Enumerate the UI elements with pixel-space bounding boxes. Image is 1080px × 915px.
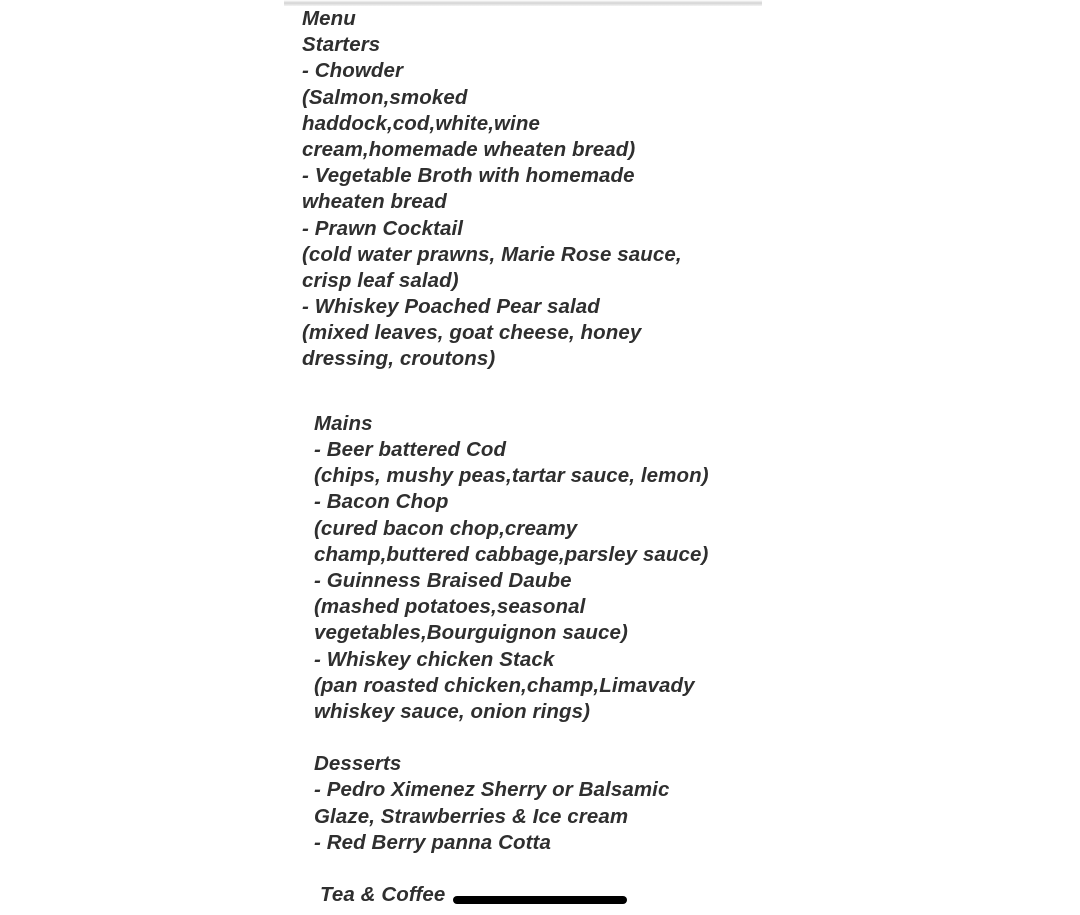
menu-item-description: (Salmon,smoked: [302, 85, 468, 109]
blank-line: [302, 399, 772, 411]
section-desserts: [302, 751, 772, 856]
menu-item-description: Glaze, Strawberries & Ice cream: [314, 804, 629, 828]
section-starters: [302, 32, 772, 372]
menu-item-description: (mixed leaves, goat cheese, honey: [302, 321, 642, 345]
menu-item: - Guinness Braised Daube: [314, 568, 572, 592]
menu-item-description: (pan roasted chicken,champ,Limavady: [314, 673, 695, 697]
menu-item: - Red Berry panna Cotta: [314, 830, 551, 854]
menu-item: - Bacon Chop: [314, 490, 449, 514]
menu-item-description: (mashed potatoes,seasonal: [314, 595, 586, 619]
menu-item-description: crisp leaf salad): [302, 268, 459, 292]
menu-item: - Beer battered Cod: [314, 438, 507, 461]
home-indicator[interactable]: [453, 896, 627, 904]
menu-item: - Whiskey chicken Stack: [314, 647, 555, 671]
menu-item: - Vegetable Broth with homemade: [302, 164, 635, 188]
note-body[interactable]: [302, 6, 772, 908]
menu-item: - Chowder: [302, 59, 404, 83]
menu-item: wheaten bread: [302, 190, 447, 214]
section-heading-tea-coffee: Tea & Coffee: [320, 883, 446, 907]
menu-item-description: (cured bacon chop,creamy: [314, 516, 578, 540]
menu-item-description: (cold water prawns, Marie Rose sauce,: [302, 242, 682, 266]
menu-item: - Whiskey Poached Pear salad: [302, 295, 600, 319]
menu-item-description: haddock,cod,white,wine: [302, 111, 540, 135]
blank-line: [302, 856, 772, 882]
section-heading-starters: Starters: [302, 33, 381, 57]
menu-item-description: cream,homemade wheaten bread): [302, 137, 636, 161]
section-heading-mains: Mains: [314, 411, 373, 435]
menu-item-description: whiskey sauce, onion rings): [314, 699, 591, 723]
menu-item-description: vegetables,Bourguignon sauce): [314, 621, 628, 645]
menu-item: - Prawn Cocktail: [302, 216, 464, 240]
menu-item-description: dressing, croutons): [302, 347, 496, 371]
blank-line: [302, 725, 772, 751]
menu-item-description: champ,buttered cabbage,parsley sauce): [314, 542, 709, 566]
section-heading-desserts: Desserts: [314, 752, 402, 776]
section-mains: [302, 411, 772, 725]
blank-line: [302, 373, 772, 399]
menu-item-description: (chips, mushy peas,tartar sauce, lemon): [314, 464, 709, 488]
menu-item: - Pedro Ximenez Sherry or Balsamic: [314, 778, 670, 802]
note-title: Menu: [302, 7, 356, 30]
